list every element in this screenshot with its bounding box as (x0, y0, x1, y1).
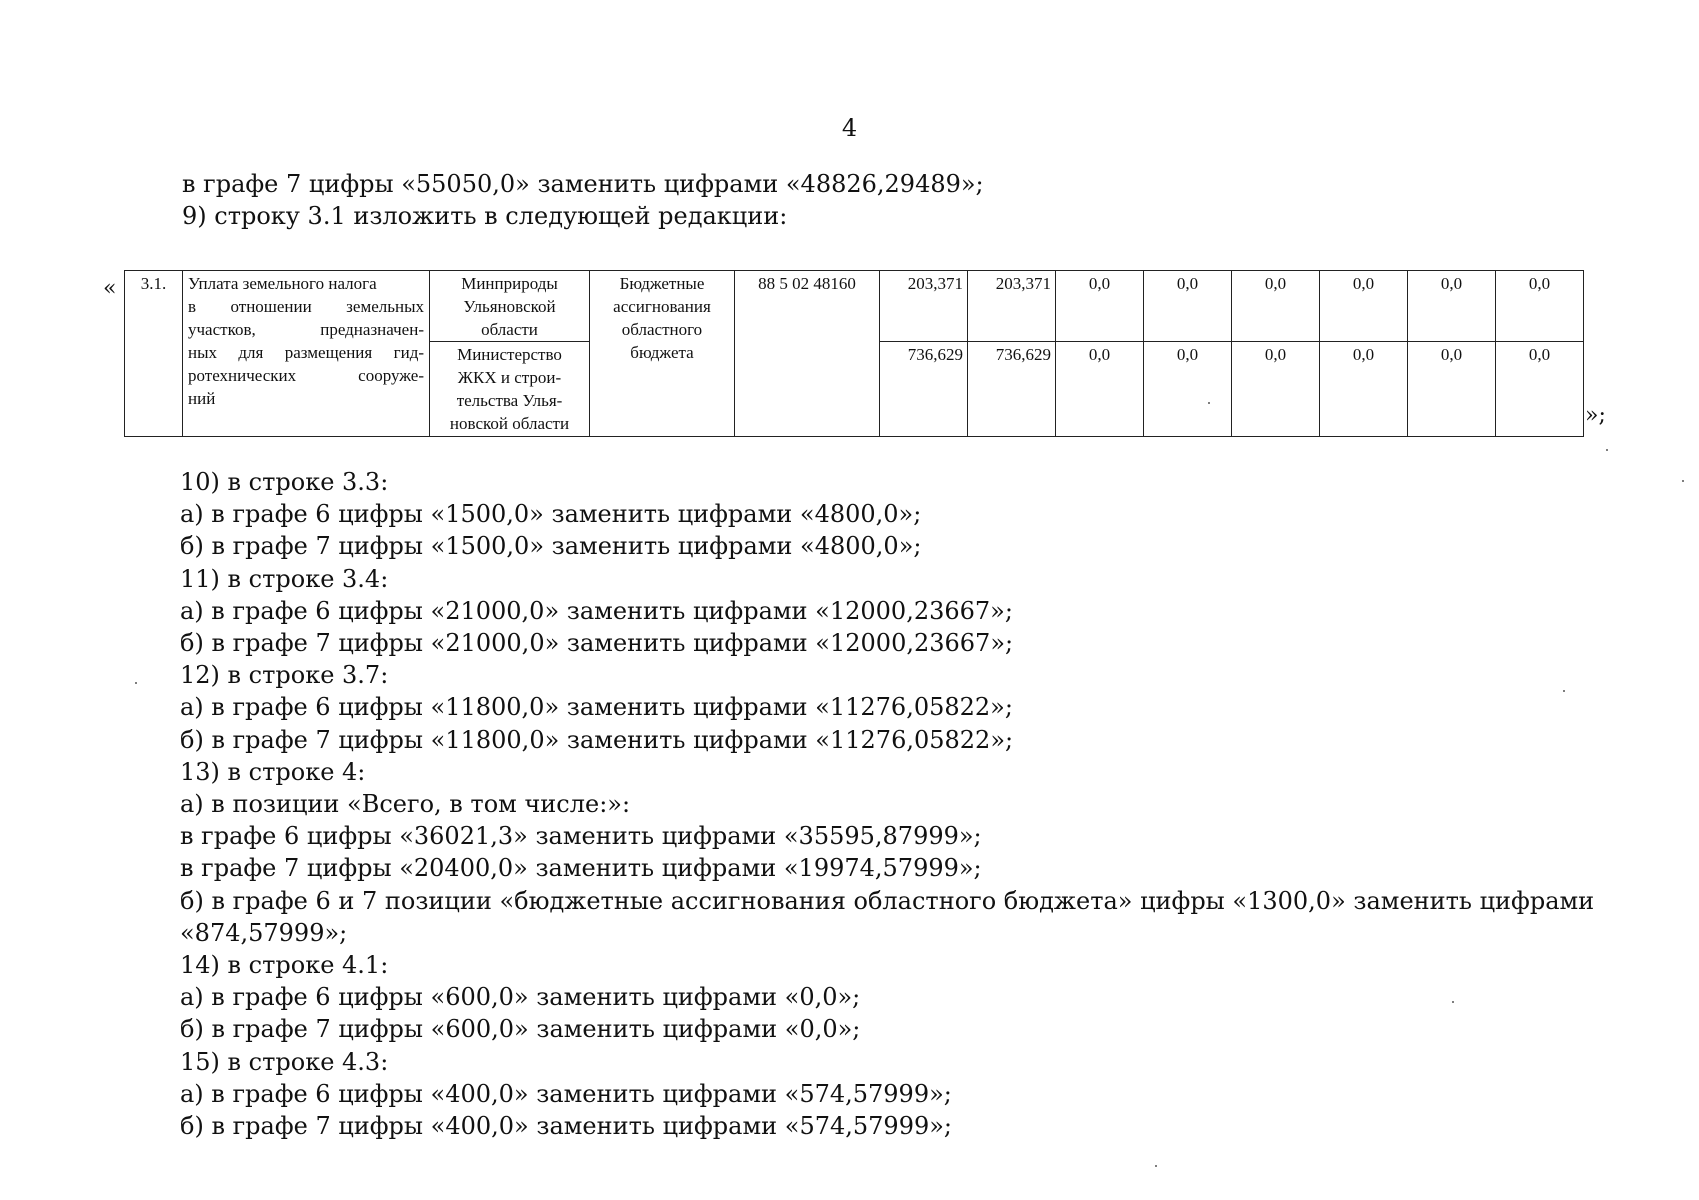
row-name-line: ротехнических сооруже- (188, 366, 424, 385)
amendment-line: б) в графе 7 цифры «600,0» заменить цифрами «0,0»; (180, 1015, 861, 1044)
amendment-line: б) в графе 6 и 7 позиции «бюджетные ассигнования областного бюджета» цифры «1300,0» заменить цифрами (180, 886, 1595, 915)
amount-cell: 736,629 (880, 342, 968, 437)
executor-line: новской области (449, 414, 570, 433)
amendment-line: 12) в строке 3.7: (180, 661, 389, 690)
intro-text (182, 168, 984, 232)
amendment-line: 15) в строке 4.3: (180, 1047, 389, 1076)
amount-cell: 0,0 (1320, 342, 1408, 437)
row-number-cell: 3.1. (125, 271, 183, 437)
row-3-1-table (124, 270, 1584, 437)
executor-line: Ульяновской (463, 297, 556, 316)
amendment-line: в графе 6 цифры «36021,3» заменить цифрами «35595,87999»; (180, 822, 982, 851)
amendment-line: б) в графе 7 цифры «11800,0» заменить цифрами «11276,05822»; (180, 725, 1014, 754)
funding-source-line: бюджета (630, 343, 694, 362)
row-name-line: ных для размещения гид- (188, 343, 424, 362)
amendment-line: в графе 7 цифры «20400,0» заменить цифрами «19974,57999»; (180, 854, 982, 883)
amendment-line: б) в графе 7 цифры «21000,0» заменить цифрами «12000,23667»; (180, 629, 1014, 658)
amendment-line: 10) в строке 3.3: (180, 468, 389, 496)
amendment-line: а) в графе 6 цифры «400,0» заменить цифрами «574,57999»; (180, 1079, 952, 1108)
executor-cell (430, 342, 590, 437)
executor-line: области (481, 320, 538, 339)
scan-speck (135, 682, 137, 684)
amount-cell: 0,0 (1232, 271, 1320, 342)
amendment-line: 14) в строке 4.1: (180, 951, 389, 980)
amount-cell: 0,0 (1320, 271, 1408, 342)
row-name-line: Уплата земельного налога (188, 274, 377, 293)
closing-quote: »; (1585, 403, 1606, 428)
funding-source-line: областного (621, 320, 703, 339)
row-name-line: ний (188, 389, 216, 408)
amendment-line: а) в графе 6 цифры «21000,0» заменить цифрами «12000,23667»; (180, 596, 1013, 625)
scan-speck (1563, 690, 1565, 692)
row-name-line: в отношении земельных (188, 297, 424, 316)
amount-cell: 0,0 (1232, 342, 1320, 437)
amendment-line: 13) в строке 4: (180, 757, 366, 786)
amendment-list (180, 466, 1593, 1142)
amount-cell: 0,0 (1056, 271, 1144, 342)
amount-cell: 0,0 (1408, 342, 1496, 437)
amount-cell: 0,0 (1408, 271, 1496, 342)
amendment-line: а) в позиции «Всего, в том числе:»: (180, 790, 631, 819)
amendment-line: «874,57999»; (180, 918, 348, 947)
amount-cell: 736,629 (968, 342, 1056, 437)
amendment-line: а) в графе 6 цифры «11800,0» заменить цифрами «11276,05822»; (180, 693, 1013, 722)
amount-cell: 0,0 (1144, 271, 1232, 342)
executor-line: тельства Улья- (456, 391, 563, 410)
scan-speck (1452, 1001, 1454, 1003)
scan-speck (1682, 480, 1684, 482)
scan-speck (1155, 1165, 1157, 1167)
amount-cell: 203,371 (880, 271, 968, 342)
amount-cell: 0,0 (1496, 342, 1584, 437)
amount-cell: 0,0 (1056, 342, 1144, 437)
funding-source-line: ассигнования (613, 297, 711, 316)
funding-source-line: Бюджетные (619, 274, 705, 293)
row-name-line: участков, предназначен- (188, 320, 424, 339)
amendment-line: б) в графе 7 цифры «1500,0» заменить цифрами «4800,0»; (180, 532, 922, 561)
amendment-line: 11) в строке 3.4: (180, 564, 389, 593)
page-number: 4 (841, 114, 858, 142)
executor-line: Минприроды (461, 274, 558, 293)
row-name-cell (183, 271, 430, 437)
executor-line: ЖКХ и строи- (457, 368, 562, 387)
amendment-line: а) в графе 6 цифры «600,0» заменить цифрами «0,0»; (180, 983, 861, 1012)
scan-speck (1208, 402, 1210, 404)
amount-cell: 0,0 (1496, 271, 1584, 342)
intro-line: 9) строку 3.1 изложить в следующей редакции: (182, 202, 788, 230)
intro-line: в графе 7 цифры «55050,0» заменить цифрами «48826,29489»; (182, 170, 984, 198)
amount-cell: 0,0 (1144, 342, 1232, 437)
amendment-line: а) в графе 6 цифры «1500,0» заменить цифрами «4800,0»; (180, 500, 922, 529)
executor-line: Министерство (457, 345, 562, 364)
amount-cell: 203,371 (968, 271, 1056, 342)
funding-source-cell (590, 271, 735, 437)
executor-cell (430, 271, 590, 342)
amendment-line: б) в графе 7 цифры «400,0» заменить цифрами «574,57999»; (180, 1112, 953, 1141)
opening-quote: « (103, 276, 117, 301)
scan-speck (1606, 449, 1608, 451)
budget-code-cell: 88 5 02 48160 (735, 271, 880, 437)
